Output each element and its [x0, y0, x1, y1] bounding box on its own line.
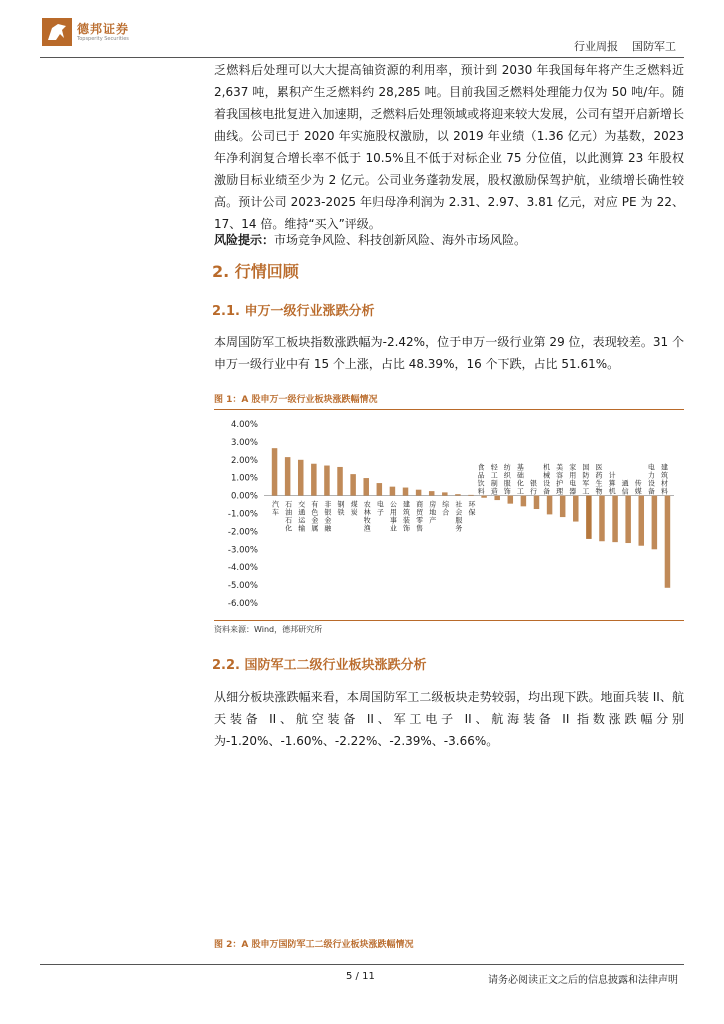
y-tick-label: -2.00%	[227, 527, 258, 538]
bar	[586, 496, 592, 539]
bar	[298, 460, 304, 496]
category-label: 轻工制造	[490, 463, 498, 496]
category-label: 通信	[621, 479, 629, 496]
category-label: 计算机	[608, 471, 616, 496]
footer-divider	[40, 964, 684, 965]
bar	[350, 474, 356, 495]
category-label: 房地产	[429, 500, 437, 525]
bar	[494, 496, 500, 500]
y-tick-label: -4.00%	[227, 563, 258, 574]
y-tick-label: 0.00%	[230, 491, 258, 502]
figure1-title: 图 1：A 股申万一级行业板块涨跌幅情况	[214, 395, 378, 405]
y-tick-label: -3.00%	[227, 545, 258, 556]
logo-horse-icon	[42, 18, 72, 46]
bar	[442, 492, 448, 495]
bar	[377, 483, 383, 496]
bar	[652, 496, 658, 550]
bar	[403, 488, 409, 496]
category-label: 纺织服饰	[503, 463, 511, 496]
category-label: 医药生物	[595, 463, 603, 496]
bar	[639, 496, 645, 546]
figure1-top-rule	[214, 409, 684, 410]
figure1-source: 资料来源：Wind，德邦研究所	[214, 625, 323, 634]
header-divider	[40, 57, 684, 58]
category-label: 电力设备	[647, 463, 655, 496]
bar	[560, 496, 566, 517]
company-name-en: Topsperity Securities	[77, 35, 129, 42]
category-label: 有色金属	[311, 500, 319, 533]
footer-disclaimer: 请务必阅读正文之后的信息披露和法律声明	[488, 975, 678, 986]
section-title-sw-level1: 2.1. 申万一级行业涨跌分析	[212, 304, 375, 319]
category-label: 公用事业	[389, 500, 397, 533]
y-tick-label: 4.00%	[230, 420, 258, 430]
risk-text: 市场竞争风险、科技创新风险、海外市场风险。	[274, 233, 527, 247]
paragraph-sw-level1: 本周国防军工板块指数涨跌幅为-2.42%，位于申万一级行业第 29 位，表现较差。31 个申万一级行业中有 15 个上涨，占比 48.39%，16 个下跌，占比 51.61%。	[214, 335, 684, 371]
category-label: 农林牧渔	[363, 500, 371, 533]
y-tick-label: -5.00%	[227, 581, 258, 592]
y-tick-label: 2.00%	[230, 455, 258, 466]
category-label: 综合	[442, 500, 450, 517]
category-label: 非银金融	[324, 500, 332, 533]
bar	[324, 466, 330, 496]
category-label: 电子	[376, 500, 384, 517]
bar	[534, 496, 540, 509]
section-title-market-review: 2. 行情回顾	[212, 262, 299, 281]
bar	[311, 464, 317, 496]
category-label: 银行	[529, 479, 537, 496]
sector-name: 国防军工	[632, 40, 676, 53]
category-label: 建筑装饰	[403, 500, 411, 533]
category-label: 钢铁	[337, 500, 345, 517]
category-label: 煤炭	[350, 500, 358, 517]
figure1-bottom-rule	[214, 620, 684, 621]
risk-warning	[214, 229, 684, 251]
category-label: 机械设备	[543, 463, 551, 496]
category-label: 汽车	[272, 500, 280, 517]
header-tags	[574, 38, 676, 54]
bar	[337, 467, 343, 496]
y-tick-label: -6.00%	[227, 599, 258, 609]
page-number: 5 / 11	[346, 971, 375, 982]
company-logo	[42, 18, 129, 46]
category-label: 食品饮料	[477, 463, 485, 496]
category-label: 环保	[468, 500, 476, 517]
category-label: 传媒	[634, 479, 642, 496]
bar	[599, 496, 605, 542]
category-label: 家用电器	[569, 463, 577, 496]
bar	[625, 496, 631, 543]
bar	[665, 496, 671, 588]
bar	[285, 457, 291, 495]
section-title-defense-level2: 2.2. 国防军工二级行业板块涨跌分析	[212, 658, 427, 673]
category-label: 商贸零售	[416, 500, 424, 533]
category-label: 美容护理	[556, 463, 564, 496]
bar	[573, 496, 579, 522]
bar	[363, 478, 369, 496]
y-tick-label: -1.00%	[227, 509, 258, 520]
paragraph-defense-level2: 从细分板块涨跌幅来看，本周国防军工二级板块走势较弱，均出现下跌。地面兵装 II、航天装备 II、航空装备 II、军工电子 II、航海装备 II 指数涨跌幅分别为-1.20%、-1.60%、-2.22%、-2.39%、-3.66%。	[214, 690, 684, 748]
bar	[612, 496, 618, 543]
bar	[468, 495, 474, 496]
company-name: 德邦证券	[77, 21, 130, 36]
bar	[272, 448, 278, 495]
risk-label: 风险提示：	[214, 233, 275, 247]
category-label: 石油石化	[285, 500, 293, 533]
category-label: 社会服务	[455, 500, 463, 533]
category-label: 交通运输	[298, 500, 306, 533]
category-label: 基础化工	[516, 463, 524, 496]
category-label: 建筑材料	[660, 463, 668, 496]
bar	[416, 490, 422, 496]
industry-change-bar-chart	[214, 412, 684, 618]
bar	[455, 494, 461, 495]
bar	[390, 487, 396, 496]
bar	[547, 496, 553, 515]
paragraph-outlook: 乏燃料后处理可以大大提高铀资源的利用率，预计到 2030 年我国每年将产生乏燃料近 2,637 吨，累积产生乏燃料约 28,285 吨。目前我国乏燃料处理能力仅为 50 吨/年。随着我国核电批复进入加速期，乏燃料后处理领域或将迎来较大发展，公司有望开启新增长曲线。公司已于 2020 年实施股权激励，以 2019 年业绩（1.36 亿元）为基数，2023 年净利润复合增长率不低于 10.5%且不低于对标企业 75 分位值，以此测算 23 年股权激励目标业绩至少为 2 亿元。公司业务蓬勃发展，股权激励保驾护航，业绩增长确性较高。预计公司 2023-2025 年归母净利润为 2.31、2.97、3.81 亿元，对应 PE 为 22、17、14 倍。维持“买入”评级。	[214, 63, 684, 231]
bar	[429, 491, 435, 495]
figure2-title: 图 2：A 股申万国防军工二级行业板块涨跌幅情况	[214, 940, 414, 950]
bar	[521, 496, 527, 507]
category-label: 国防军工	[582, 463, 590, 496]
bar	[508, 496, 514, 504]
y-tick-label: 1.00%	[230, 473, 258, 484]
y-tick-label: 3.00%	[230, 437, 258, 448]
bar	[481, 496, 487, 498]
report-type: 行业周报	[574, 40, 618, 53]
